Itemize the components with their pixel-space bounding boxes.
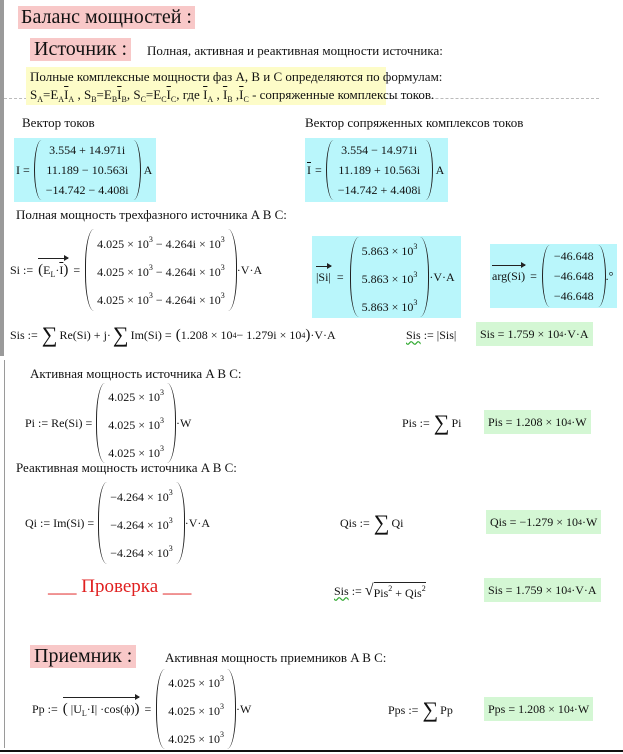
matrix-cell: $4.025 \times 10^3$: [108, 388, 164, 404]
equals-sign: =: [144, 701, 152, 716]
matrix-cell: 3.554 + 14.971i: [49, 143, 126, 157]
matrix-cell: −46.648: [553, 269, 594, 283]
region-marker-top: [0, 0, 4, 356]
matrix-cell: $4.025 \times 10^3$: [168, 730, 225, 746]
matrix-cell: $5.863 \times 10^3$: [361, 242, 418, 258]
receiver-subtitle: Активная мощность приемников A B C:: [165, 650, 387, 665]
matrix-cell: $5.863 \times 10^3$: [361, 270, 418, 286]
si-unit: ·V·A: [236, 262, 263, 277]
current-unit: A: [143, 162, 153, 177]
vectorize-arrow: $(E_L\cdot\overline{I})$: [38, 261, 69, 279]
sis-name: Sis: [406, 327, 421, 342]
pps-result: Pps = 1.208 × 10 4 ·W: [484, 697, 593, 721]
conj-vector-label: Вектор сопряженных комплексов токов: [305, 115, 524, 130]
conj-vector-lhs: $\overline{I}$: [307, 162, 311, 177]
sum-icon: ∑: [373, 510, 390, 535]
matrix-cell: $4.025 \times 10^3$: [168, 702, 225, 718]
sis-sum-expression: Sis := ∑ Re(Si) + j· ∑ Im(Si) = ( 1.208 × 10 4 − 1.279i × 10 4 ) ·V·A: [10, 322, 336, 347]
equals-sign: =: [73, 262, 81, 277]
note-line1: Полные комплексные мощности фаз А, В и С определяются по формулам:: [30, 69, 443, 84]
matrix-cell: −14.742 + 4.408i: [337, 183, 421, 197]
sis-abs-rhs: |Sis|: [436, 327, 457, 342]
pis-def: Pis := ∑ Pi: [402, 410, 462, 435]
active-power-label: Активная мощность источника A B C:: [30, 366, 242, 381]
sis-unit: ·V·A: [310, 327, 336, 342]
page-title: Баланс мощностей :: [18, 6, 195, 29]
current-vector-lhs: I =: [16, 162, 30, 177]
matrix-cell: $4.025 \times 10^3 - 4.264i \times 10^3$: [97, 291, 225, 307]
pi-unit: ·W: [176, 415, 192, 430]
check-label: ___ Проверка ___: [48, 576, 192, 597]
sis-abs-def: Sis := |Sis|: [406, 327, 457, 342]
qis-result: Qis = −1.279 × 10 4 ·W: [486, 510, 601, 534]
check-result: Sis = 1.759 × 10 4 ·V·A: [484, 578, 601, 602]
matrix-cell: $4.025 \times 10^3$: [108, 416, 164, 432]
source-heading: Источник :: [30, 38, 131, 61]
abs-si-unit: ·V·A: [429, 269, 455, 284]
matrix-cell: −14.742 − 4.408i: [45, 183, 129, 197]
check-formula: Sis := √ Pis$^2$ + Qis$^2$: [334, 582, 426, 600]
matrix-cell: 11.189 − 10.563i: [46, 163, 129, 177]
sqrt-icon: √: [364, 582, 374, 599]
pps-def: Pps := ∑ Pp: [388, 697, 453, 722]
equals-sign: =: [336, 269, 344, 284]
region-marker-bottom: [4, 360, 5, 748]
sum-icon: ∑: [433, 410, 450, 435]
matrix-cell: −46.648: [553, 289, 594, 303]
matrix-cell: $4.025 \times 10^3 - 4.264i \times 10^3$: [97, 235, 225, 251]
equals-sign: =: [315, 162, 322, 177]
matrix-cell: $4.025 \times 10^3 - 4.264i \times 10^3$: [97, 263, 225, 279]
matrix-cell: $-4.264 \times 10^3$: [110, 544, 173, 560]
pis-result: Pis = 1.208 × 10 4 ·W: [484, 410, 591, 434]
conj-vector: [305, 138, 448, 202]
qi-expression: [25, 482, 210, 564]
matrix-cell: $4.025 \times 10^3$: [168, 674, 225, 690]
arg-si-expression: [490, 244, 617, 308]
sum-icon: ∑: [422, 697, 439, 722]
pi-lhs: Pi := Re(Si) =: [25, 415, 93, 430]
pp-unit: ·W: [236, 701, 252, 716]
sis-im: Im(Si) =: [130, 327, 172, 342]
reactive-power-label: Реактивная мощность источника A B C:: [16, 460, 237, 475]
abs-si-expression: [312, 236, 461, 318]
sum-icon: ∑: [41, 322, 58, 347]
qis-def: Qis := ∑ Qi: [340, 510, 404, 535]
sis-result: Sis = 1.759 × 10 4 ·V·A: [476, 322, 593, 346]
matrix-cell: $-4.264 \times 10^3$: [110, 488, 173, 504]
conj-unit: A: [435, 162, 445, 177]
equals-sign: =: [530, 268, 537, 283]
si-lhs: Si :=: [10, 262, 34, 277]
matrix-cell: −46.648: [553, 249, 594, 263]
full-power-label: Полная мощность трехфазного источника A B C:: [16, 207, 287, 222]
qi-unit: ·V·A: [184, 515, 211, 530]
sis-lhs: Sis :=: [10, 327, 38, 342]
arg-si-lhs: arg(Si): [492, 268, 526, 283]
pp-lhs: Pp :=: [32, 701, 58, 716]
matrix-cell: $4.025 \times 10^3$: [108, 444, 164, 460]
receiver-heading: Приемник :: [30, 645, 136, 668]
formula-note: [26, 67, 443, 105]
pi-expression: [25, 383, 191, 463]
note-line2: $S_A=E_A\overline{I}_A$ , $S_B=E_B\overline{I}_B$, $S_C=E_C\overline{I}_C$, где $\overline{I}_A$ , $\overline{I}_B$ $,\overline{I}_C$ - сопряженные комплексы токов.: [30, 87, 435, 104]
arg-si-unit: .°: [605, 268, 614, 283]
pp-expression: [32, 669, 251, 749]
current-vector-label: Вектор токов: [22, 115, 95, 130]
sis-re: Re(Si) + j·: [59, 327, 111, 342]
bottom-border: [0, 750, 623, 752]
abs-si-lhs: |Si|: [316, 269, 331, 284]
sis-value: 1.208 × 10: [180, 327, 233, 342]
current-vector: [14, 138, 156, 202]
sum-icon: ∑: [112, 322, 129, 347]
vectorize-arrow: ( $|U_L\cdot I| \cdot\cos(\phi)$): [62, 700, 140, 718]
matrix-cell: 11.189 + 10.563i: [338, 163, 421, 177]
source-subtitle: Полная, активная и реактивная мощности источника:: [147, 43, 443, 58]
matrix-cell: $-4.264 \times 10^3$: [110, 516, 173, 532]
si-expression: [10, 228, 262, 312]
matrix-cell: 3.554 − 14.971i: [341, 143, 418, 157]
qi-lhs: Qi := Im(Si) =: [25, 515, 95, 530]
matrix-cell: $5.863 \times 10^3$: [361, 298, 418, 314]
